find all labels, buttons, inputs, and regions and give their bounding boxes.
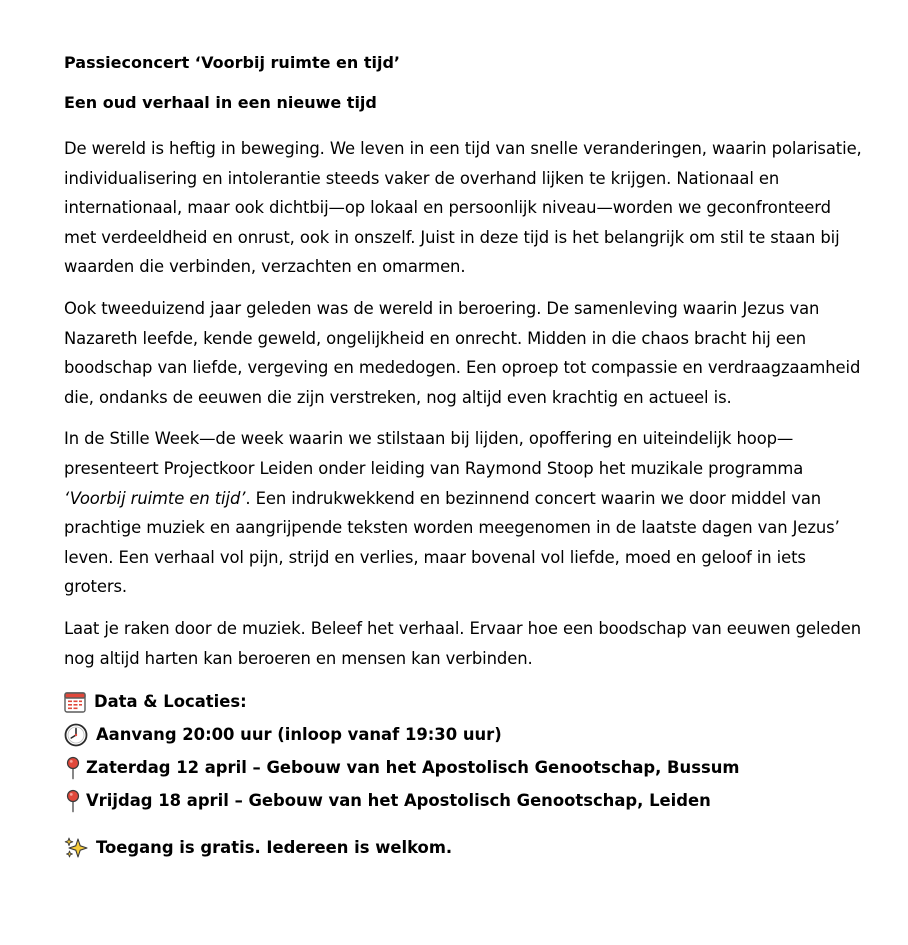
event-1: Zaterdag 12 april – Gebouw van het Apostolisch Genootschap, Bussum [86,757,740,777]
pin-icon [64,756,82,780]
pin-icon [64,789,82,813]
paragraph-1: De wereld is heftig in beweging. We leven in een tijd van snelle veranderingen, waarin polarisatie, individualisering en intolerantie steeds vaker de overhand lijken te krijgen. Nationaal en internationaal, maar ook dichtbij—op lokaal en persoonlijk niveau—worden we geconfronteerd met verdeeldheid en onrust, ook in onszelf. Juist in deze tijd is het belangrijk om stil te staan bij waarden die verbinden, verzachten en omarmen. [64,139,862,277]
event-2: Vrijdag 18 april – Gebouw van het Apostolisch Genootschap, Leiden [86,790,711,810]
calendar-icon [64,691,86,713]
admission-text: Toegang is gratis. Iedereen is welkom. [96,837,453,857]
paragraph-2: Ook tweeduizend jaar geleden was de wereld in beroering. De samenleving waarin Jezus van Nazareth leefde, kende geweld, ongelijkheid en onrecht. Midden in die chaos bracht hij een boodschap van liefde, vergeving en mededogen. Een oproep tot compassie en verdraagzaamheid die, ondanks de eeuwen die zijn verstreken, nog altijd even krachtig en actueel is. [64,298,861,407]
dates-heading: Data & Locaties: [94,691,247,711]
sparkles-icon [64,836,90,860]
document-title: Passieconcert ‘Voorbij ruimte en tijd’ [64,53,401,72]
paragraph-4: Laat je raken door de muziek. Beleef het verhaal. Ervaar hoe een boodschap van eeuwen geleden nog altijd harten kan beroeren en mensen kan verbinden. [64,618,861,668]
event-2-line [64,784,864,817]
paragraph-3-text-end: . Een indrukwekkend en bezinnend concert waarin we door middel van prachtige muziek en aangrijpende teksten worden meegenomen in de laatste dagen van Jezus’ leven. Een verhaal vol pijn, strijd en verlies, maar bovenal vol liefde, moed en geloof in iets groters. [64,488,840,597]
paragraph-3-text-start: In de Stille Week—de week waarin we stilstaan bij lijden, opoffering en uiteindelijk hoop—presenteert Projectkoor Leiden onder leiding van Raymond Stoop het muzikale programma [64,429,804,478]
paragraph-3 [64,424,864,602]
dates-heading-line [64,685,864,718]
start-time: Aanvang 20:00 uur (inloop vanaf 19:30 uur) [96,724,502,744]
document-subtitle: Een oud verhaal in een nieuwe tijd [64,93,377,112]
event-info [64,685,864,864]
admission-line [64,831,864,864]
document-body [64,52,864,864]
start-time-line [64,718,864,751]
clock-icon [64,723,88,747]
event-1-line [64,751,864,784]
program-title-italic: ‘Voorbij ruimte en tijd’ [64,488,246,508]
